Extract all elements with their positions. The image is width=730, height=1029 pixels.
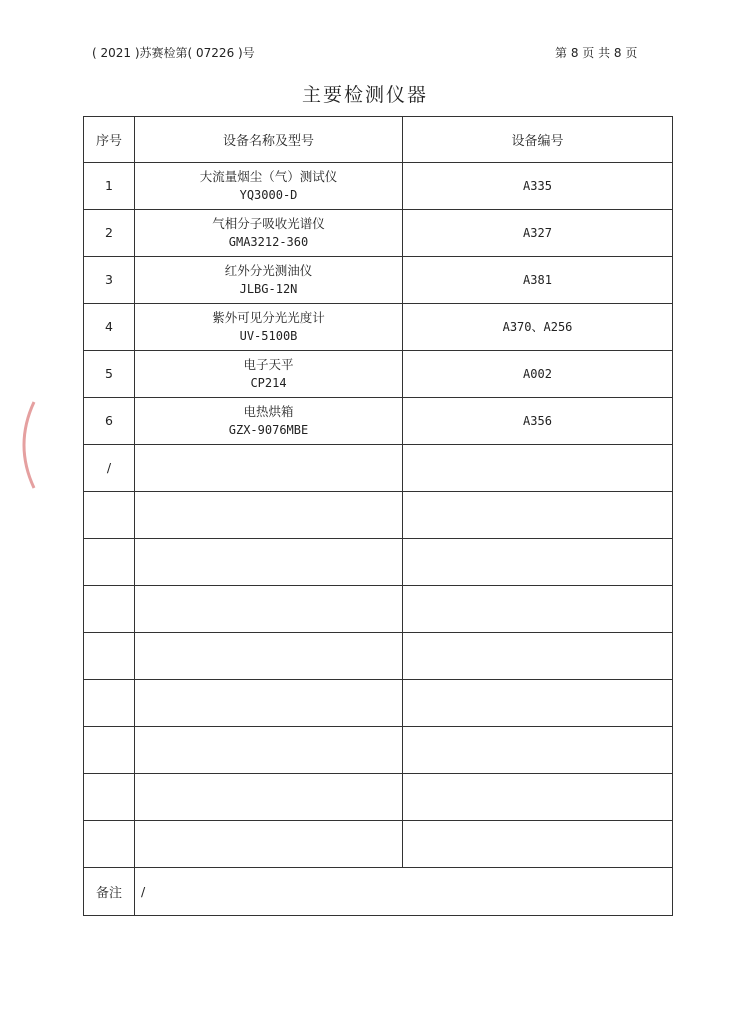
row-number	[84, 633, 135, 680]
equipment-name: 电子天平	[243, 357, 294, 372]
equipment-code: A381	[403, 257, 673, 304]
equipment-name-model	[135, 539, 403, 586]
equipment-code: A335	[403, 163, 673, 210]
equipment-code: A002	[403, 351, 673, 398]
col-header-code: 设备编号	[403, 117, 673, 163]
col-header-no: 序号	[84, 117, 135, 163]
page-info: 第 8 页 共 8 页	[555, 46, 638, 60]
equipment-code	[403, 680, 673, 727]
equipment-name-model	[135, 210, 403, 257]
equipment-code	[403, 821, 673, 868]
table-row	[84, 445, 673, 492]
row-number: 5	[84, 351, 135, 398]
table-header-row	[84, 117, 673, 163]
equipment-code: A356	[403, 398, 673, 445]
table-row	[84, 210, 673, 257]
row-number	[84, 492, 135, 539]
page-title: 主要检测仪器	[301, 84, 428, 106]
equipment-name-model	[135, 492, 403, 539]
col-header-name: 设备名称及型号	[135, 117, 403, 163]
table-row	[84, 163, 673, 210]
equipment-model: CP214	[250, 376, 287, 390]
row-number	[84, 586, 135, 633]
row-number	[84, 539, 135, 586]
row-number	[84, 727, 135, 774]
table-row	[84, 351, 673, 398]
row-number: /	[84, 445, 135, 492]
equipment-model: GMA3212-360	[228, 235, 309, 249]
equipment-model: YQ3000-D	[239, 188, 298, 202]
equipment-code	[403, 445, 673, 492]
table-row	[84, 398, 673, 445]
remark-label: 备注	[84, 868, 135, 916]
equipment-model: JLBG-12N	[239, 282, 298, 296]
table-row	[84, 633, 673, 680]
equipment-name: 气相分子吸收光谱仪	[212, 216, 325, 231]
remark-value: /	[135, 868, 673, 916]
table-body	[84, 163, 673, 868]
equipment-name: 红外分光测油仪	[224, 263, 313, 278]
table-row	[84, 257, 673, 304]
table-row	[84, 304, 673, 351]
table-row	[84, 492, 673, 539]
equipment-name-model	[135, 304, 403, 351]
equipment-name-model	[135, 774, 403, 821]
equipment-name-model	[135, 398, 403, 445]
equipment-name-model	[135, 163, 403, 210]
equipment-name-model	[135, 821, 403, 868]
equipment-code	[403, 774, 673, 821]
equipment-code: A370、A256	[403, 304, 673, 351]
seal-edge-mark	[10, 400, 40, 490]
row-number	[84, 680, 135, 727]
table-row	[84, 539, 673, 586]
table-row	[84, 774, 673, 821]
table-row	[84, 727, 673, 774]
row-number	[84, 774, 135, 821]
equipment-name-model	[135, 633, 403, 680]
equipment-name-model	[135, 257, 403, 304]
equipment-name: 大流量烟尘（气）测试仪	[199, 169, 338, 184]
equipment-name-model	[135, 727, 403, 774]
equipment-name-model	[135, 351, 403, 398]
row-number: 6	[84, 398, 135, 445]
row-number: 4	[84, 304, 135, 351]
table-row	[84, 586, 673, 633]
row-number: 1	[84, 163, 135, 210]
equipment-code: A327	[403, 210, 673, 257]
row-number: 2	[84, 210, 135, 257]
equipment-name-model	[135, 445, 403, 492]
equipment-name: 电热烘箱	[243, 404, 294, 419]
equipment-name-model	[135, 586, 403, 633]
equipment-code	[403, 539, 673, 586]
remark-row	[84, 868, 673, 916]
table-row	[84, 821, 673, 868]
row-number: 3	[84, 257, 135, 304]
equipment-model: GZX-9076MBE	[228, 423, 309, 437]
report-number: ( 2021 )苏赛检第( 07226 )号	[92, 46, 255, 60]
equipment-model: UV-5100B	[239, 329, 298, 343]
equipment-code	[403, 586, 673, 633]
equipment-code	[403, 727, 673, 774]
row-number	[84, 821, 135, 868]
equipment-name-model	[135, 680, 403, 727]
instrument-table	[83, 116, 673, 916]
equipment-code	[403, 492, 673, 539]
equipment-name: 紫外可见分光光度计	[212, 310, 325, 325]
table-row	[84, 680, 673, 727]
equipment-code	[403, 633, 673, 680]
